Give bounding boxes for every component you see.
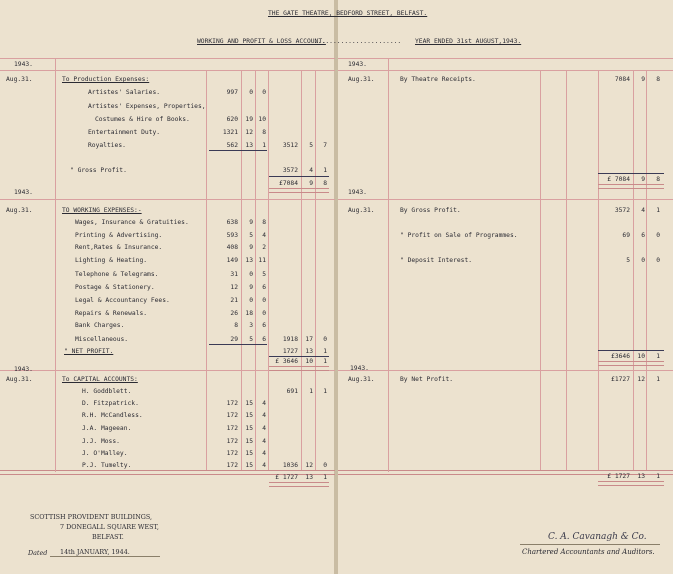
amount-pence: 8	[262, 129, 266, 136]
entry-label: J.A. Mageean.	[82, 425, 132, 432]
entry-label: Artistes' Expenses, Properties,	[88, 103, 206, 110]
entry-label: By Theatre Receipts.	[400, 76, 476, 83]
amount-shillings: 9	[641, 76, 645, 83]
entry-label: R.H. McCandless.	[82, 412, 143, 419]
entry-label: J.J. Moss.	[82, 438, 120, 445]
amount-shillings: 9	[249, 219, 253, 226]
total-pence: 1	[323, 474, 327, 481]
amount-pence: 1	[323, 388, 327, 395]
amount-pounds: 172	[226, 462, 238, 469]
entry-label: Rent,Rates & Insurance.	[75, 244, 163, 251]
rule	[633, 70, 634, 470]
amount-shillings: 1	[309, 388, 313, 395]
total-rule	[269, 176, 329, 177]
amount-pounds: 620	[226, 116, 238, 123]
amount-pounds: 3572	[614, 207, 630, 214]
amount-pounds: 26	[230, 310, 238, 317]
amount-pounds: 12	[230, 284, 238, 291]
amount-shillings: 0	[249, 89, 253, 96]
amount-shillings: 18	[245, 310, 253, 317]
amount-pence: 1	[656, 207, 660, 214]
subtotal-pounds: 3512	[282, 142, 298, 149]
date-label: Aug.31.	[348, 376, 375, 383]
amount-pounds: 691	[286, 388, 298, 395]
double-rule	[598, 361, 664, 366]
rule	[540, 70, 541, 470]
total-shillings: 10	[637, 353, 645, 360]
entry-label: D. Fitzpatrick.	[82, 400, 139, 407]
net-profit-pence: 1	[323, 348, 327, 355]
subtotal-pence: 0	[323, 336, 327, 343]
amount-shillings: 15	[245, 400, 253, 407]
amount-pence: 0	[656, 232, 660, 239]
amount-shillings: 15	[245, 450, 253, 457]
amount-pounds: 638	[226, 219, 238, 226]
subtotal-pence: 0	[323, 462, 327, 469]
amount-shillings: 13	[245, 257, 253, 264]
entry-label: Artistes' Salaries.	[88, 89, 161, 96]
amount-shillings: 15	[245, 425, 253, 432]
amount-pounds: 593	[226, 232, 238, 239]
amount-shillings: 15	[245, 412, 253, 419]
date-label: Aug.31.	[6, 207, 33, 214]
amount-pounds: 69	[622, 232, 630, 239]
gross-profit-pounds: 3572	[282, 167, 298, 174]
amount-shillings: 5	[249, 232, 253, 239]
dated-value: 14th JANUARY, 1944.	[60, 548, 130, 556]
address-line: SCOTTISH PROVIDENT BUILDINGS,	[30, 513, 153, 521]
rule	[388, 58, 389, 472]
total-pounds: £3646	[611, 353, 630, 360]
entry-label: Repairs & Renewals.	[75, 310, 148, 317]
amount-pence: 11	[258, 257, 266, 264]
amount-pence: 4	[262, 400, 266, 407]
subtotal-shillings: 17	[305, 336, 313, 343]
rule	[598, 70, 599, 470]
total-rule	[269, 356, 329, 357]
total-pounds: £ 1727	[607, 473, 630, 480]
total-pounds: £ 1727	[275, 474, 298, 481]
underline	[209, 150, 267, 151]
entry-label: Bank Charges.	[75, 322, 125, 329]
double-rule	[269, 482, 329, 487]
year-label: 1943.	[14, 189, 33, 196]
rule	[315, 70, 316, 470]
underline	[209, 344, 267, 345]
total-pence: 8	[323, 180, 327, 187]
gross-profit-shillings: 4	[309, 167, 313, 174]
firm-role: Chartered Accountants and Auditors.	[522, 548, 655, 556]
amount-pounds: 1321	[222, 129, 238, 136]
amount-pounds: 21	[230, 297, 238, 304]
entry-label: Entertainment Duty.	[88, 129, 161, 136]
amount-shillings: 0	[641, 257, 645, 264]
gross-profit-pence: 1	[323, 167, 327, 174]
entry-label: Telephone & Telegrams.	[75, 271, 159, 278]
subtotal-shillings: 12	[305, 462, 313, 469]
entry-label: Printing & Advertising.	[75, 232, 163, 239]
amount-pounds: 5	[626, 257, 630, 264]
year-label: 1943.	[14, 366, 33, 373]
amount-pence: 4	[262, 462, 266, 469]
section-heading: To CAPITAL ACCOUNTS:	[62, 376, 138, 383]
rule	[55, 58, 56, 472]
amount-shillings: 12	[245, 129, 253, 136]
amount-shillings: 12	[637, 376, 645, 383]
gross-profit-label: " Gross Profit.	[70, 167, 127, 174]
date-label: Aug.31.	[348, 76, 375, 83]
net-profit-pounds: 1727	[282, 348, 298, 355]
entry-label: " Profit on Sale of Programmes.	[400, 232, 518, 239]
amount-pence: 1	[656, 376, 660, 383]
total-shillings: 9	[309, 180, 313, 187]
amount-pence: 0	[656, 257, 660, 264]
rule	[646, 70, 647, 470]
subtotal-pence: 7	[323, 142, 327, 149]
amount-pounds: 172	[226, 400, 238, 407]
net-profit-label: " NET PROFIT.	[64, 348, 114, 355]
total-shillings: 10	[305, 358, 313, 365]
subtotal-pounds: 1036	[282, 462, 298, 469]
entry-label: By Gross Profit.	[400, 207, 461, 214]
total-pence: 8	[656, 176, 660, 183]
amount-shillings: 0	[249, 271, 253, 278]
double-rule	[269, 366, 329, 371]
rule	[0, 58, 335, 59]
amount-pence: 4	[262, 425, 266, 432]
year-label: 1943.	[350, 365, 369, 372]
entry-label: By Net Profit.	[400, 376, 454, 383]
left-page	[0, 0, 335, 574]
page-fold	[334, 0, 338, 574]
rule	[0, 70, 335, 71]
amount-pounds: 562	[226, 142, 238, 149]
amount-pounds: 172	[226, 450, 238, 457]
rule	[0, 199, 335, 200]
amount-pounds: 172	[226, 438, 238, 445]
amount-shillings: 13	[245, 142, 253, 149]
entry-label: P.J. Tumelty.	[82, 462, 132, 469]
entry-label: Postage & Stationery.	[75, 284, 155, 291]
amount-pounds: £1727	[611, 376, 630, 383]
signature-rule	[520, 544, 660, 545]
total-shillings: 9	[641, 176, 645, 183]
double-rule	[598, 184, 664, 189]
amount-pence: 4	[262, 450, 266, 457]
amount-pence: 8	[656, 76, 660, 83]
account-subtitle: WORKING AND PROFIT & LOSS ACCOUNT.	[197, 38, 326, 45]
amount-shillings: 9	[249, 284, 253, 291]
amount-pence: 10	[258, 116, 266, 123]
amount-pence: 4	[262, 438, 266, 445]
amount-pounds: 172	[226, 412, 238, 419]
entry-label: Miscellaneous.	[75, 336, 129, 343]
amount-shillings: 19	[245, 116, 253, 123]
address-line: 7 DONEGALL SQUARE WEST,	[60, 523, 159, 531]
amount-pounds: 8	[234, 322, 238, 329]
amount-pence: 5	[262, 271, 266, 278]
total-rule	[598, 350, 664, 351]
section-heading: To Production Expenses:	[62, 76, 150, 83]
entry-label: Wages, Insurance & Gratuities.	[75, 219, 189, 226]
amount-pounds: 7084	[614, 76, 630, 83]
entry-label: H. Goddblett.	[82, 388, 132, 395]
date-label: Aug.31.	[6, 376, 33, 383]
amount-shillings: 4	[641, 207, 645, 214]
amount-pence: 4	[262, 232, 266, 239]
amount-pence: 6	[262, 322, 266, 329]
rule	[566, 70, 567, 470]
entry-label: Legal & Accountancy Fees.	[75, 297, 170, 304]
total-pounds: £ 7084	[607, 176, 630, 183]
amount-shillings: 15	[245, 462, 253, 469]
net-profit-shillings: 13	[305, 348, 313, 355]
entry-label: Costumes & Hire of Books.	[95, 116, 190, 123]
amount-pence: 0	[262, 310, 266, 317]
entry-label: Lighting & Heating.	[75, 257, 148, 264]
rule	[301, 70, 302, 470]
page-title: THE GATE THEATRE, BEDFORD STREET, BELFAST.	[268, 10, 428, 17]
rule	[268, 70, 269, 470]
dated-rule	[50, 556, 160, 557]
amount-pounds: 29	[230, 336, 238, 343]
rule	[206, 70, 207, 470]
account-period: YEAR ENDED 31st AUGUST,1943.	[415, 38, 522, 45]
amount-shillings: 9	[249, 244, 253, 251]
double-rule	[598, 481, 664, 486]
amount-shillings: 3	[249, 322, 253, 329]
date-label: Aug.31.	[6, 76, 33, 83]
double-rule	[269, 188, 329, 193]
amount-pence: 2	[262, 244, 266, 251]
amount-pence: 4	[262, 412, 266, 419]
entry-label: J. O'Malley.	[82, 450, 128, 457]
amount-shillings: 0	[249, 297, 253, 304]
amount-pence: 6	[262, 284, 266, 291]
subtotal-pounds: 1918	[282, 336, 298, 343]
rule	[241, 70, 242, 470]
total-shillings: 13	[305, 474, 313, 481]
amount-shillings: 5	[249, 336, 253, 343]
amount-pounds: 408	[226, 244, 238, 251]
total-pence: 1	[656, 473, 660, 480]
year-label: 1943.	[14, 61, 33, 68]
dated-label: Dated	[28, 549, 48, 557]
amount-pence: 8	[262, 219, 266, 226]
subtotal-shillings: 5	[309, 142, 313, 149]
entry-label: Royalties.	[88, 142, 126, 149]
total-shillings: 13	[637, 473, 645, 480]
total-pounds: £ 3646	[275, 358, 298, 365]
total-pounds: £7084	[279, 180, 298, 187]
total-pence: 1	[323, 358, 327, 365]
date-label: Aug.31.	[348, 207, 375, 214]
amount-pence: 0	[262, 89, 266, 96]
signature: C. A. Cavanagh & Co.	[548, 532, 647, 542]
amount-pounds: 31	[230, 271, 238, 278]
amount-shillings: 15	[245, 438, 253, 445]
amount-pounds: 997	[226, 89, 238, 96]
amount-pence: 6	[262, 336, 266, 343]
total-pence: 1	[656, 353, 660, 360]
year-label: 1943.	[348, 189, 367, 196]
amount-pence: 0	[262, 297, 266, 304]
entry-label: " Deposit Interest.	[400, 257, 473, 264]
address-line: BELFAST.	[92, 533, 124, 541]
amount-pounds: 172	[226, 425, 238, 432]
year-label: 1943.	[348, 61, 367, 68]
total-rule	[598, 173, 664, 174]
section-heading: TO WORKING EXPENSES:-	[62, 207, 142, 214]
amount-shillings: 6	[641, 232, 645, 239]
amount-pence: 1	[262, 142, 266, 149]
amount-pounds: 149	[226, 257, 238, 264]
subtitle-dots: .......................	[314, 38, 402, 45]
